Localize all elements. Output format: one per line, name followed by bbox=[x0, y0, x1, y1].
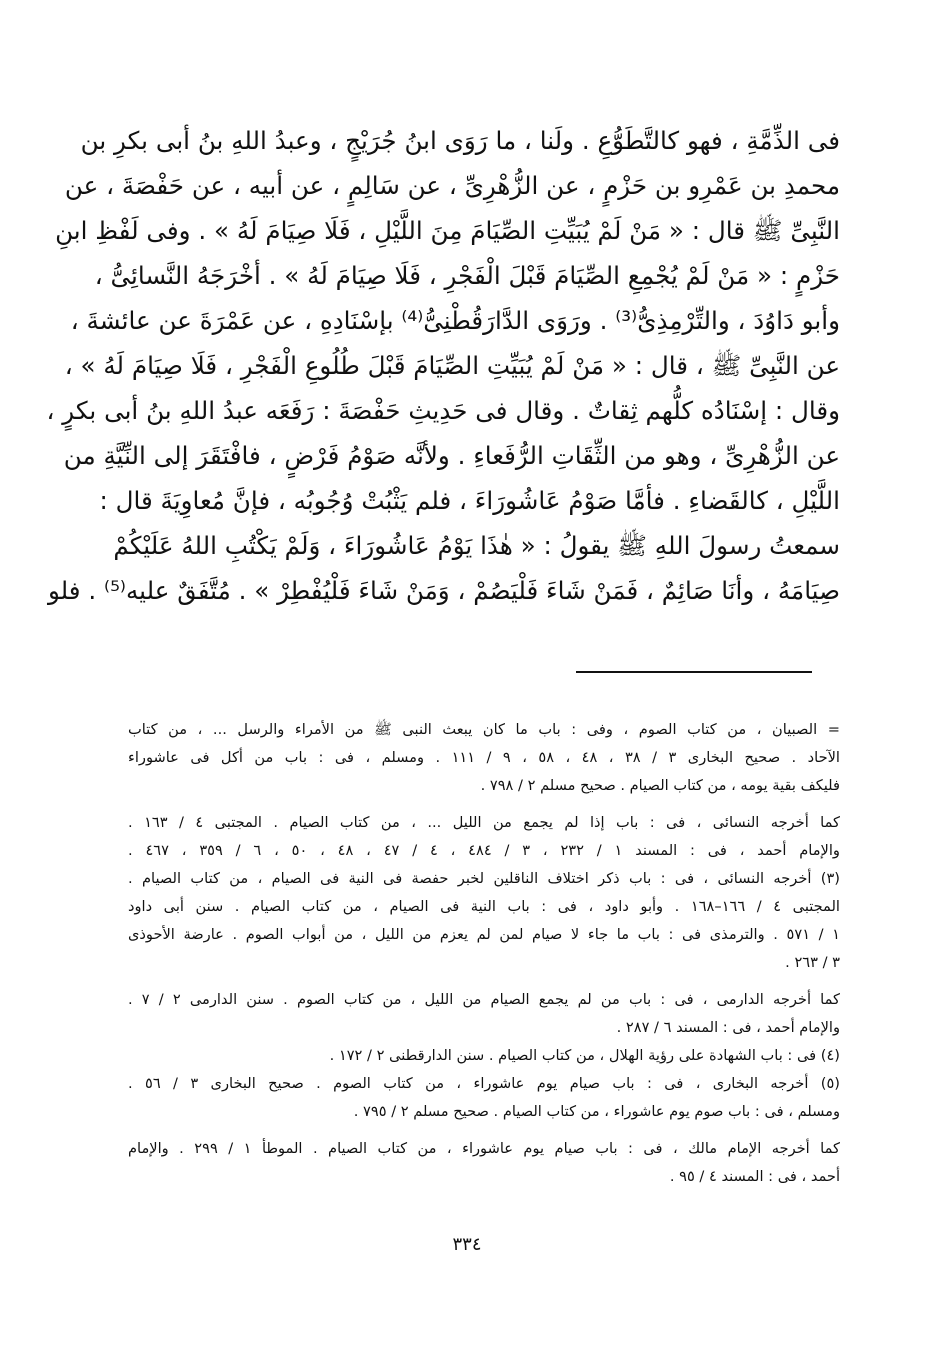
footnote-line: كما أخرجه الإمام مالك ، فى : باب صيام يوم عاشوراء ، من كتاب الصيام . الموطأ ١ / ٢٩٩ . والإمام bbox=[128, 1140, 840, 1157]
footnotes bbox=[128, 716, 840, 1191]
footnote-4 bbox=[128, 1042, 840, 1070]
main-text-line: سمعتُ رسولَ اللهِ ﷺ يقولُ : « هٰذَا يَوْمُ عَاشُورَاءَ ، وَلَمْ يَكْتُبِ اللهُ عَلَيْكُمْ bbox=[113, 531, 840, 560]
main-text-line: عن النَّبِىِّ ﷺ ، قال : « مَنْ لَمْ يُبَيِّتِ الصِّيَامَ قَبْلَ طُلُوعِ الْفَجْرِ ، فَلَا صِيَامَ لَهُ » ، bbox=[64, 351, 840, 380]
main-text-line: اللَّيْلِ ، كالقَضاءِ . فأمَّا صَوْمُ عَاشُورَاءَ ، فلم يَثْبُتْ وُجُوبُه ، فإنَّ مُعاوِيَةَ قال : bbox=[99, 486, 840, 515]
footnote-additional-3 bbox=[128, 986, 840, 1042]
main-text-line: فى الذِّمَّةِ ، فهو كالتَّطَوُّعِ . ولَنا ، ما رَوَى ابنُ جُرَيْجٍ ، وعبدُ اللهِ بنُ أبى بكرِ بن bbox=[80, 126, 840, 155]
footnote-line: فليكف بقية يومه ، من كتاب الصيام . صحيح مسلم ٢ / ٧٩٨ . bbox=[480, 777, 840, 794]
footnote-line: ٣ / ٢٦٣ . bbox=[785, 954, 840, 971]
main-text-body bbox=[46, 118, 840, 613]
main-text-line: حَزْمٍ : « مَنْ لَمْ يُجْمِعِ الصِّيَامَ قَبْلَ الْفَجْرِ ، فَلَا صِيَامَ لَهُ » . أخْرَجَهُ النَّسائِىُّ ، bbox=[94, 261, 840, 290]
footnote-line: ومسلم ، فى : باب صوم يوم عاشوراء ، من كتاب الصيام . صحيح مسلم ٢ / ٧٩٥ . bbox=[353, 1103, 840, 1120]
footnote-line: (٤) فى : باب الشهادة على رؤية الهلال ، من كتاب الصيام . سنن الدارقطنى ٢ / ١٧٢ . bbox=[329, 1047, 840, 1064]
footnote-continuation bbox=[128, 716, 840, 800]
footnote-line: كما أخرجه الدارمى ، فى : باب من لم يجمع الصيام من الليل ، من كتاب الصوم . سنن الدارمى ٢ / ٧ . bbox=[128, 991, 840, 1008]
main-text-line: النَّبِىِّ ﷺ قال : « مَنْ لَمْ يُبَيِّتِ الصِّيَامَ مِنَ اللَّيْلِ ، فَلَا صِيَامَ لَهُ » . وفى لَفْظِ ابنِ bbox=[55, 216, 840, 245]
footnote-line: الآحاد . صحيح البخارى ٣ / ٣٨ ، ٤٨ ، ٥٨ ، ٩ / ١١١ . ومسلم ، فى : باب من أكل فى عاشوراء bbox=[128, 749, 840, 766]
main-text-line: وأبو دَاوُدَ ، والتِّرْمِذِىُّ⁽³⁾ . ورَوَى الدَّارَقُطْنِىُّ⁽⁴⁾ بإسْنَادِهِ ، عن عَمْرَةَ عن عائشةَ ، bbox=[70, 306, 840, 335]
footnote-additional-2 bbox=[128, 809, 840, 865]
footnote-line: والإمام أحمد ، فى : المسند ٦ / ٢٨٧ . bbox=[616, 1019, 840, 1036]
footnote-line: ١ / ٥٧١ . والترمذى فى : باب ما جاء لا صيام لمن لم يعزم من الليل ، من أبواب الصوم . عارضة الأحوذى bbox=[128, 926, 840, 943]
footnote-line: والإمام أحمد ، فى : المسند ١ / ٢٣٢ ، ٣ / ٤٨٤ ، ٤ / ٤٧ ، ٤٨ ، ٥٠ ، ٦ / ٣٥٩ ، ٤٦٧ . bbox=[128, 842, 840, 859]
footnote-line: (٣) أخرجه النسائى ، فى : باب ذكر اختلاف الناقلين لخبر حفصة فى النية فى الصيام ، من كتاب الصيام . bbox=[128, 870, 840, 887]
main-text-line: محمدِ بن عَمْرِو بن حَزْمٍ ، عن الزُّهْرِىِّ ، عن سَالِمٍ ، عن أبيه ، عن حَفْصَةَ ، عن bbox=[64, 171, 840, 200]
footnote-3 bbox=[128, 865, 840, 977]
footnote-line: كما أخرجه النسائى ، فى : باب إذا لم يجمع من الليل ... ، من كتاب الصيام . المجتبى ٤ / ١٦٣ . bbox=[128, 814, 841, 831]
page-number: ٣٣٤ bbox=[452, 1234, 482, 1255]
footnote-5 bbox=[128, 1070, 840, 1126]
footnote-line: (٥) أخرجه البخارى ، فى : باب صيام يوم عاشوراء ، من كتاب الصوم . صحيح البخارى ٣ / ٥٦ . bbox=[128, 1075, 840, 1092]
main-text-line: عن الزُّهْرِىِّ ، وهو من الثِّقَاتِ الرُّفَعاءِ . ولأنَّه صَوْمُ فَرْضٍ ، فافْتَقَرَ إلى النِّيَّةِ من bbox=[63, 441, 840, 470]
footnote-line: المجتبى ٤ / ١٦٦–١٦٨ . وأبو داود ، فى : باب النية فى الصيام ، من كتاب الصيام . سنن أبى داود bbox=[128, 898, 840, 915]
main-text-line: وقال : إسْنَادُه كلُّهم ثِقاتٌ . وقال فى حَدِيثِ حَفْصَةَ : رَفَعَه عبدُ اللهِ بنُ أبى بكرٍ ، bbox=[46, 396, 840, 425]
main-text-line: صِيَامَهُ ، وأنَا صَائِمٌ ، فَمَنْ شَاءَ فَلْيَصُمْ ، وَمَنْ شَاءَ فَلْيُفْطِرْ » . مُتَّفَقٌ عليه⁽⁵⁾ . فلو bbox=[47, 576, 840, 605]
footnote-additional-5 bbox=[128, 1135, 840, 1191]
footnote-line: أحمد ، فى : المسند ٤ / ٩٥ . bbox=[669, 1168, 840, 1185]
footnote-separator bbox=[576, 671, 812, 673]
footnote-line: = الصبيان ، من كتاب الصوم ، وفى : باب ما كان يبعث النبى ﷺ من الأمراء والرسل ... ، من كتاب bbox=[128, 721, 840, 738]
